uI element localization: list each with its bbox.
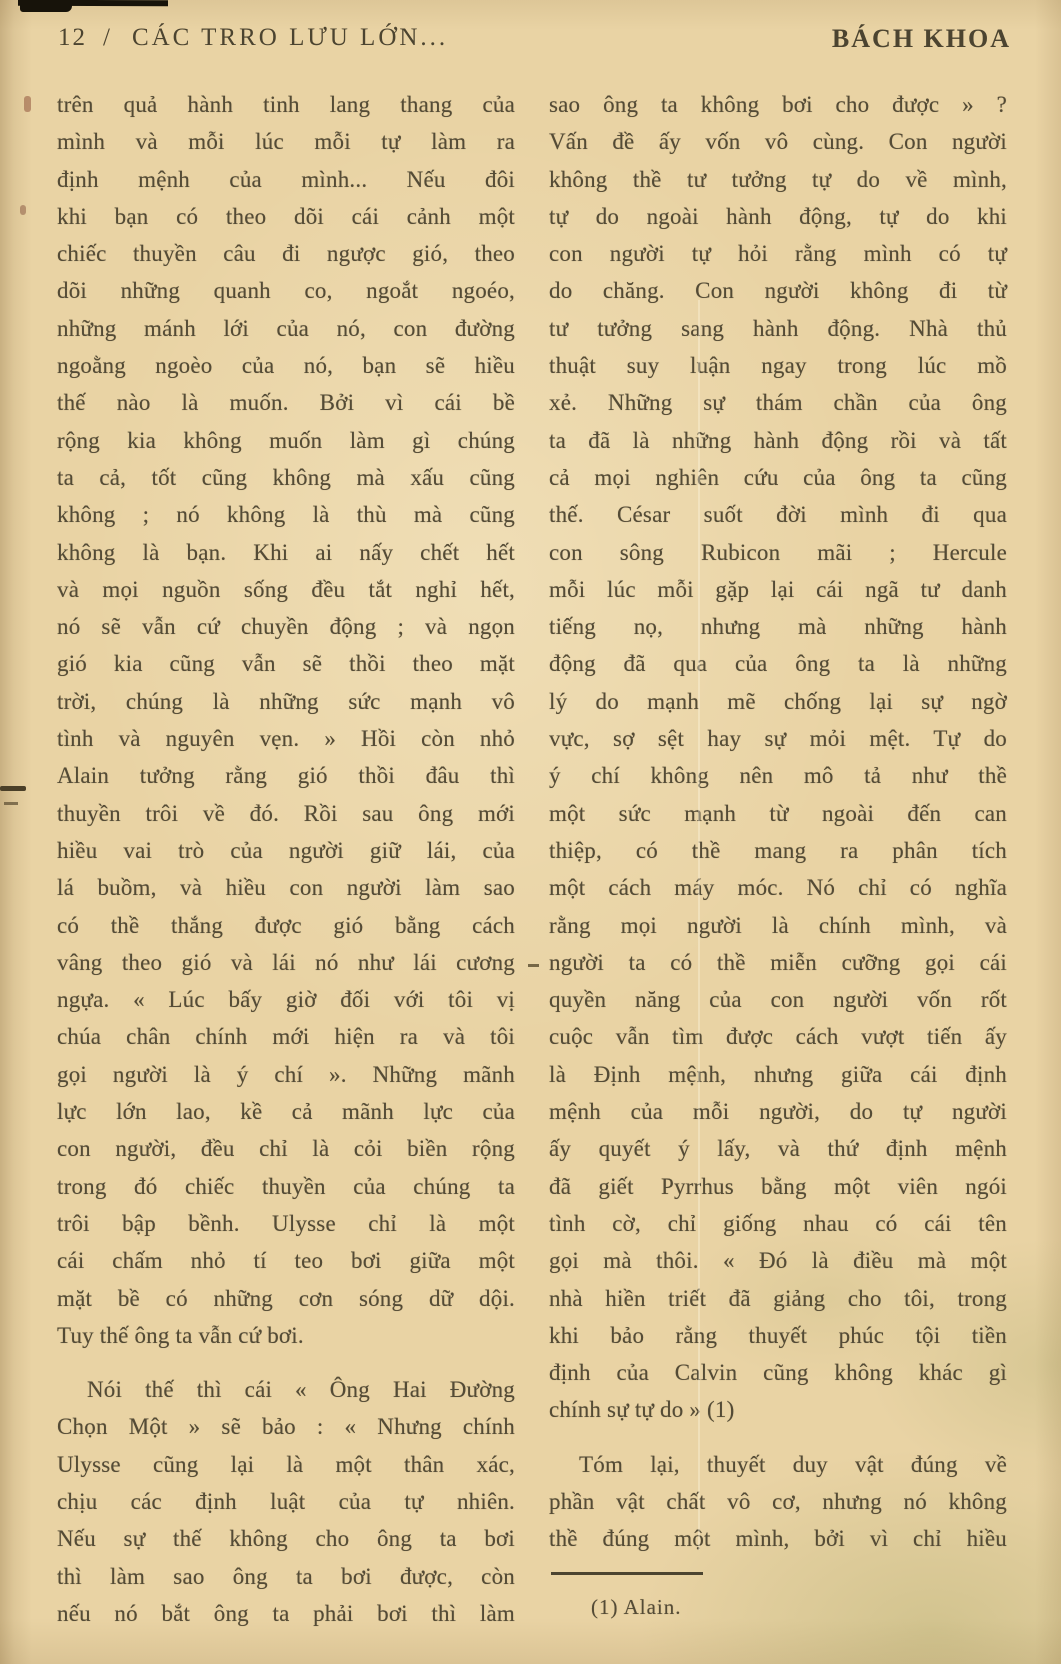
text-line: tình và nguyên vẹn. » Hồi còn nhỏ [57, 726, 515, 752]
text-line: ngoằng ngoèo của nó, bạn sẽ hiều [57, 353, 515, 379]
text-line: trong đó chiếc thuyền của chúng ta [57, 1173, 515, 1199]
paragraph [549, 86, 1007, 1429]
footnote-text: (1) Alain. [591, 1595, 682, 1619]
text-line: mặt bề có những cơn sóng dữ dội. [57, 1285, 515, 1311]
text-line: tư tưởng sang hành động. Nhà thủ [549, 315, 1007, 341]
text-line: ta đã là những hành động rồi và tất [549, 427, 1007, 453]
page-header [58, 24, 1011, 54]
text-line: chịu các định luật của tự nhiên. [57, 1488, 515, 1514]
text-line: một sức mạnh từ ngoài đến can [549, 800, 1007, 826]
text-line: thuyền trôi về đó. Rồi sau ông mới [57, 800, 515, 826]
text-line: định mệnh của mình... Nếu đôi [57, 166, 515, 192]
paragraph [57, 1371, 515, 1632]
right-column [549, 86, 1007, 1632]
text-line: thế nào là muốn. Bởi vì cái bề [57, 390, 515, 416]
text-line: người ta có thề miễn cưỡng gọi cái [549, 949, 1007, 975]
text-line: trên quả hành tinh lang thang của [57, 92, 515, 117]
paragraph [549, 1446, 1007, 1558]
text-line: Nói thế thì cái « Ông Hai Đường [87, 1377, 515, 1403]
text-line: rộng kia không muốn làm gì chúng [57, 427, 515, 453]
header-separator: / [103, 24, 112, 51]
footnote-rule [551, 1572, 703, 1575]
text-line: tự do ngoài hành động, tự do khi [549, 203, 1007, 229]
text-line: định của Calvin cũng không khác gì [549, 1360, 1007, 1386]
text-line: mệnh của mỗi người, do tự người [549, 1099, 1007, 1125]
text-line: quyền năng của con người vốn rốt [549, 987, 1007, 1013]
text-line: thuật suy luận ngay trong lúc mồ [549, 353, 1007, 379]
text-line: trôi bập bềnh. Ulysse chỉ là một [57, 1210, 515, 1236]
text-line: con sông Rubicon mãi ; Hercule [549, 539, 1007, 565]
text-line: lá buồm, và hiều con người làm sao [57, 875, 515, 901]
text-line: mình và mỗi lúc mỗi tự làm ra [57, 129, 515, 155]
text-line: Vấn đề ấy vốn vô cùng. Con người [549, 129, 1007, 155]
text-line: con người, đều chỉ là cỏi biền rộng [57, 1136, 515, 1162]
header-left [58, 24, 448, 54]
text-line: cuộc vẫn tìm được cách vượt tiến ấy [549, 1024, 1007, 1050]
text-line: tiếng nọ, nhưng mà những hành [549, 614, 1007, 640]
text-line: con người tự hỏi rằng mình có tự [549, 241, 1007, 267]
text-line: chính sự tự do » (1) [549, 1397, 735, 1423]
text-line: không ; nó không là thù mà cũng [57, 502, 515, 528]
text-line: là Định mệnh, nhưng giữa cái định [549, 1061, 1007, 1087]
text-line: có thề thắng được gió bằng cách [57, 912, 515, 938]
running-title: CÁC TRRO LƯU LỚN... [131, 24, 449, 51]
text-line: một cách máy móc. Nó chỉ có nghĩa [549, 875, 1007, 901]
text-line: thề đúng một mình, bởi vì chỉ hiều [549, 1526, 1007, 1552]
scan-edge-mark [20, 0, 72, 12]
text-line: nhà hiền triết đã giảng cho tôi, trong [549, 1285, 1007, 1311]
text-line: trời, chúng là những sức mạnh vô [57, 688, 515, 714]
text-line: không thề tư tưởng tự do về mình, [549, 166, 1007, 192]
paragraph [57, 86, 515, 1354]
page-number: 12 [58, 24, 87, 51]
text-line: lý do mạnh mẽ chống lại sự ngờ [549, 688, 1007, 714]
text-line: nó sẽ vẫn cứ chuyền động ; và ngọn [57, 614, 515, 640]
text-line: Ulysse cũng lại là một thân xác, [57, 1451, 515, 1477]
text-line: do chăng. Con người không đi từ [549, 278, 1007, 304]
text-line: gọi người là ý chí ». Những mãnh [57, 1061, 515, 1087]
margin-mark [4, 802, 18, 805]
text-line: những mánh lới của nó, con đường [57, 315, 515, 341]
text-line: tình cờ, chỉ giống nhau có cái tên [549, 1210, 1007, 1236]
text-line: và mọi nguồn sống đều tắt nghỉ hết, [57, 576, 515, 602]
text-line: Alain tưởng rằng gió thồi đâu thì [57, 763, 515, 789]
text-line: chúa chân chính mới hiện ra và tôi [57, 1024, 515, 1050]
text-line: hiều vai trò của người giữ lái, của [57, 837, 515, 863]
text-line: thế. César suốt đời mình đi qua [549, 502, 1007, 528]
text-line: gọi mà thôi. « Đó là điều mà một [549, 1248, 1007, 1274]
text-line: rằng mọi người là chính mình, và [549, 912, 1007, 938]
text-line: ta cả, tốt cũng không mà xấu cũng [57, 464, 515, 490]
text-line: phần vật chất vô cơ, nhưng nó không [549, 1488, 1007, 1514]
text-line: Tuy thế ông ta vẫn cứ bơi. [57, 1322, 304, 1348]
text-line: mỗi lúc mỗi gặp lại cái ngã tư danh [549, 576, 1007, 602]
magazine-title: BÁCH KHOA [831, 24, 1011, 53]
text-line: khi bạn có theo dõi cái cảnh một [57, 203, 515, 229]
text-line: sao ông ta không bơi cho được » ? [549, 92, 1007, 117]
scan-speck [20, 205, 26, 215]
text-line: lực lớn lao, kề cả mãnh lực của [57, 1099, 515, 1125]
text-line: Tóm lại, thuyết duy vật đúng về [579, 1451, 1007, 1477]
text-line: không là bạn. Khi ai nấy chết hết [57, 539, 515, 565]
margin-mark [0, 786, 26, 791]
text-line: cái chấm nhỏ tí teo bơi giữa một [57, 1248, 515, 1274]
text-line: xẻ. Những sự thám chần của ông [549, 390, 1007, 416]
text-line: thiệp, có thề mang ra phân tích [549, 837, 1007, 863]
text-line: ngựa. « Lúc bấy giờ đối với tôi vị [57, 987, 515, 1013]
text-line: cả mọi nghiên cứu của ông ta cũng [549, 464, 1007, 490]
text-line: vực, sợ sệt hay sự mỏi mệt. Tự do [549, 726, 1007, 752]
text-columns [57, 86, 1007, 1632]
margin-mark [528, 964, 539, 967]
left-column [57, 86, 515, 1632]
text-line: nếu nó bắt ông ta phải bơi thì làm [57, 1600, 515, 1626]
text-line: Nếu sự thế không cho ông ta bơi [57, 1526, 515, 1552]
footnote-block [549, 1572, 1007, 1620]
text-line: thì làm sao ông ta bơi được, còn [57, 1563, 515, 1589]
scan-fold-line [698, 300, 700, 1550]
text-line: đã giết Pyrrhus bằng một viên ngói [549, 1173, 1007, 1199]
text-line: ý chí không nên mô tả như thề [549, 763, 1007, 789]
text-line: chiếc thuyền câu đi ngược gió, theo [57, 241, 515, 267]
text-line: vâng theo gió và lái nó như lái cương [57, 949, 515, 975]
text-line: ấy quyết ý lấy, và thứ định mệnh [549, 1136, 1007, 1162]
text-line: Chọn Một » sẽ bảo : « Nhưng chính [57, 1414, 515, 1440]
scan-speck [24, 96, 31, 112]
text-line: động đã qua của ông ta là những [549, 651, 1007, 677]
text-line: gió kia cũng vẫn sẽ thồi theo mặt [57, 651, 515, 677]
text-line: khi bảo rằng thuyết phúc tội tiền [549, 1322, 1007, 1348]
text-line: dõi những quanh co, ngoắt ngoéo, [57, 278, 515, 304]
